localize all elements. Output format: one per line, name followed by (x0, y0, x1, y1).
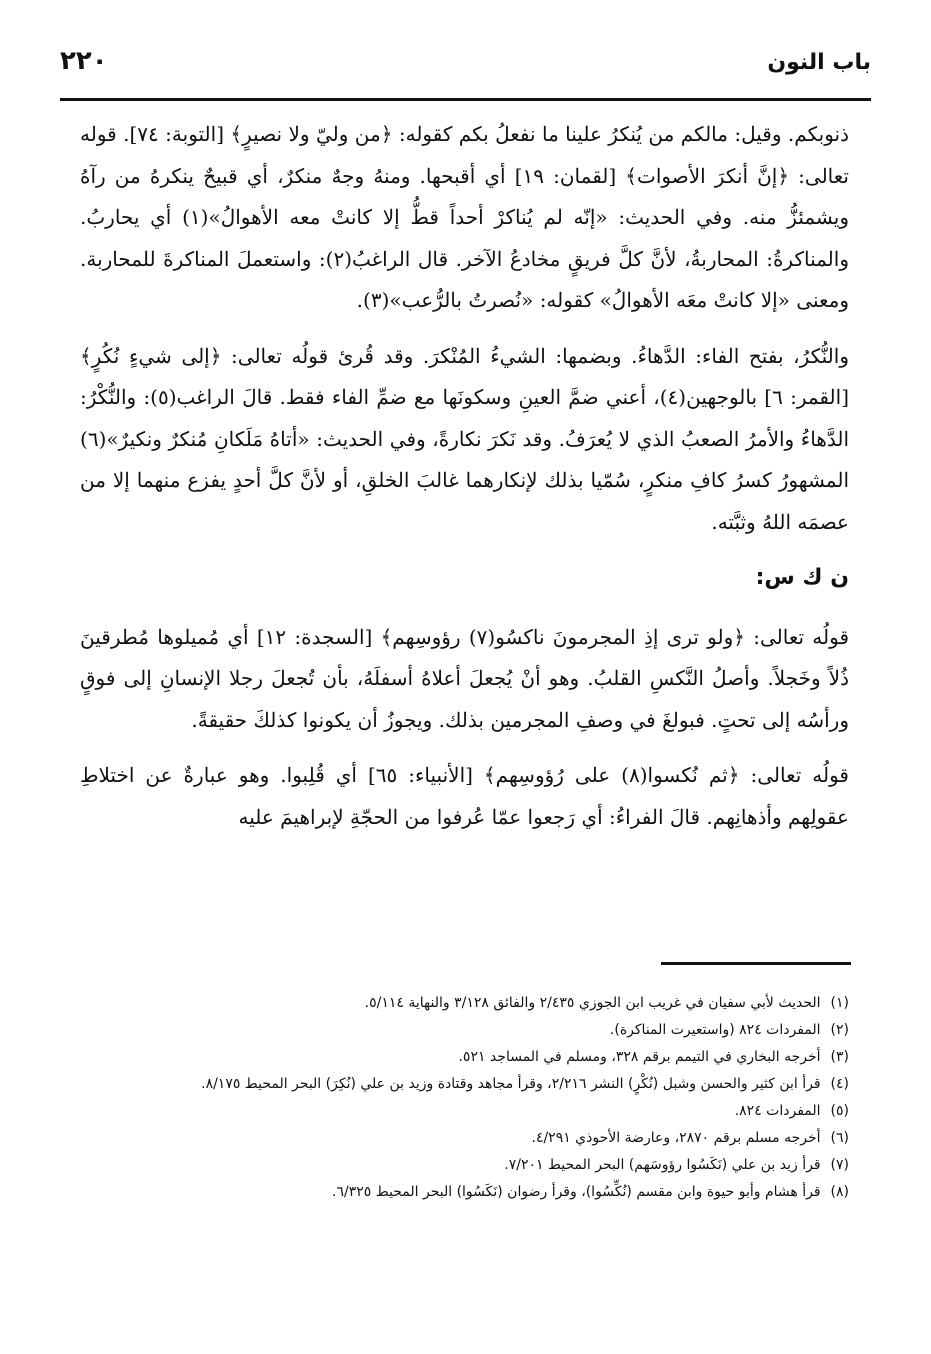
footnote-divider (661, 962, 851, 965)
footnote (80, 1179, 849, 1206)
footnote-text: قرأ ابن كثير والحسن وشبل (نُكْرٍ) النشر ٢/٢١٦، وقرأ مجاهد وقتادة وزيد بن علي (نُكِرَ) البحر المحيط ٨/١٧٥. (201, 1076, 821, 1092)
footnote (80, 1044, 849, 1071)
footnote-number: (٨) (830, 1184, 849, 1200)
footnote (80, 990, 849, 1017)
footnote-number: (٤) (830, 1076, 849, 1092)
footnote-text: المفردات ٨٢٤ (واستعيرت المناكرة). (609, 1022, 821, 1038)
footnote (80, 1071, 849, 1098)
footnote (80, 1152, 849, 1179)
footnote-text: المفردات ٨٢٤. (734, 1103, 821, 1119)
section-heading: ن ك س: (755, 565, 849, 590)
footnote-number: (١) (830, 995, 849, 1011)
footnote-number: (٢) (830, 1022, 849, 1038)
footnote-text: أخرجه البخاري في التيمم برقم ٣٢٨، ومسلم في المساجد ٥٢١. (458, 1049, 821, 1065)
paragraph: قولُه تعالى: ﴿ثم نُكسوا(٨) على رُؤوسِهم﴾ [الأنبياء: ٦٥] أي قُلِبوا. وهو عبارةٌ عن اختلاطِ عقولِهم وأذهانِهم. قالَ الفراءُ: أي رَجعوا عمّا عُرفوا من الحجّةِ لإبراهيمَ عليه (80, 763, 849, 829)
footnote-text: قرأ هشام وأبو حيوة وابن مقسم (نُكِّسُوا)، وقرأ رضوان (نَكَسُوا) البحر المحيط ٦/٣٢٥. (332, 1184, 821, 1200)
footnote-text: قرأ زيد بن علي (نَكَسُوا رؤوسَهم) البحر المحيط ٧/٢٠١. (504, 1157, 821, 1173)
footnote (80, 1017, 849, 1044)
page-number: ٢٢٠ (60, 46, 108, 76)
footnote-number: (٣) (830, 1049, 849, 1065)
footnote-text: الحديث لأبي سفيان في غريب ابن الجوزي ٢/٤٣٥ والفائق ٣/١٢٨ والنهاية ٥/١١٤. (364, 995, 821, 1011)
footnotes (80, 990, 849, 1206)
footnote (80, 1098, 849, 1125)
paragraph: قولُه تعالى: ﴿ولو ترى إذِ المجرمونَ ناكسُو(٧) رؤوسِهم﴾ [السجدة: ١٢] أي مُميلوها مُطرقينَ ذُلاً وخَجلاً. وأصلُ النَّكسِ القلبُ. وهو أنْ يُجعلَ أعلاهُ أسفلَهُ، بأن تُجعلَ رجلا الإنسانِ إلى فوقٍ ورأسُه إلى تحتٍ. فبولغَ في وصفِ المجرمين بذلك. ويجوزُ أن يكونوا كذلكَ حقيقةً. (80, 624, 850, 732)
footnote-number: (٦) (830, 1130, 849, 1146)
footnote-number: (٥) (830, 1103, 849, 1119)
page-header (60, 40, 871, 101)
footnote-number: (٧) (830, 1157, 849, 1173)
chapter-title: باب النون (767, 50, 871, 75)
main-text (80, 114, 849, 852)
footnote-text: أخرجه مسلم برقم ٢٨٧٠، وعارضة الأحوذي ٤/٢٩١. (531, 1130, 821, 1146)
paragraph: والنُّكرُ، بفتح الفاء: الدَّهاءُ. وبضمها: الشيءُ المُنْكرَ. وقد قُرئ قولُه تعالى: ﴿إلى شيءٍ نُكُرٍ﴾ [القمر: ٦] بالوجهين(٤)، أعني ضمَّ العينِ وسكونَها مع ضمِّ الفاء فقط. قالَ الراغب(٥): والنُّكْرُ: الدَّهاءُ والأمرُ الصعبُ الذي لا يُعرَفُ. وقد نَكرَ نكارةً، وفي الحديث: «أتاهُ مَلَكانِ مُنكرٌ ونكيرٌ»(٦) المشهورُ كسرُ كافِ منكرٍ، سُمّيا بذلك لإنكارهما غالبَ الخلقِ، أو لأنَّ كلَّ أحدٍ يفزع منهما إلا من عصمَه اللهُ وثبَّته. (80, 343, 850, 534)
paragraph: ذنوبكم. وقيل: مالكم من يُنكرُ علينا ما نفعلُ بكم كقوله: ﴿من وليّ ولا نصيرٍ﴾ [التوبة: ٧٤]. قوله تعالى: ﴿إنَّ أنكرَ الأصوات﴾ [لقمان: ١٩] أي أقبحها. ومنهُ وجهٌ منكرٌ، أي قبيحٌ ينكرهُ من رآهُ ويشمئزُّ منه. وفي الحديث: «إنّه لم يُناكرْ أحداً قطُّ إلا كانتْ معه الأهوالُ»(١) أي يحاربُ. والمناكرةُ: المحاربةُ، لأنَّ كلَّ فريقٍ مخادعُ الآخر. قال الراغبُ(٢): واستعملَ المناكرةَ للمحاربة. ومعنى «إلا كانتْ معَه الأهوالُ» كقوله: «نُصرتُ بالرُّعب»(٣). (80, 122, 849, 312)
footnote (80, 1125, 849, 1152)
